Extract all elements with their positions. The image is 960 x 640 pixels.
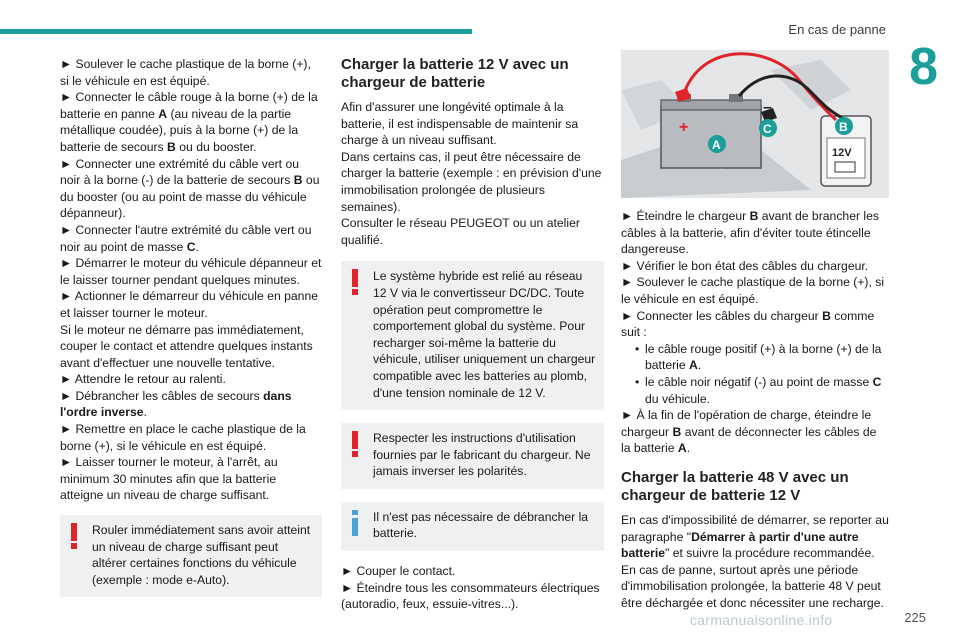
label-a: A	[712, 138, 721, 152]
warning-box-hybrid: Le système hybride est relié au réseau 12 V via le convertisseur DC/DC. Toute opération peut compromettre le comportement global du système. Pour recharger soi-même la batterie du véhicule, utiliser uniquement un chargeur compatible avec les batteries au plomb, d'une tension nominale de 12 V.	[341, 261, 604, 410]
step-wait-idle: ► Attendre le retour au ralenti.	[60, 372, 226, 387]
step-ignition-off: ► Couper le contact.	[341, 564, 456, 579]
column-left	[60, 56, 322, 597]
page-number: 225	[904, 610, 926, 625]
cases-paragraph: Dans certains cas, il peut être nécessaire de charger la batterie (exemple : en prévision d'une immobilisation prolongée de plusieurs semaines).	[341, 149, 602, 214]
column-right	[621, 56, 889, 611]
step-replace-cover: ► Remettre en place le cache plastique de la borne (+), si le véhicule en est équipé.	[60, 422, 306, 453]
step-end-charge: ► À la fin de l'opération de charge, éteindre le chargeur B avant de déconnecter les câbles de la batterie A.	[621, 408, 877, 456]
warning-icon	[350, 269, 360, 295]
consult-paragraph: Consulter le réseau PEUGEOT ou un atelier qualifié.	[341, 216, 580, 247]
voltage-label: 12V	[832, 147, 852, 159]
step-consumers-off: ► Éteindre tous les consommateurs électriques (autoradio, feux, essuie-vitres...).	[341, 580, 600, 612]
warning-icon	[69, 523, 79, 549]
discharge-paragraph: En cas de panne, surtout après une période d'immobilisation prolongée, la batterie 48 V peut être déchargée et donc nécessiter une recharge.	[621, 562, 884, 610]
step-lift-cover-2: ► Soulever le cache plastique de la borne (+), si le véhicule en est équipé.	[621, 275, 885, 306]
section-heading-12v: Charger la batterie 12 V avec un chargeur de batterie	[341, 56, 569, 91]
info-box: Il n'est pas nécessaire de débrancher la batterie.	[341, 502, 604, 551]
chapter-number: 8	[909, 38, 938, 96]
step-check-cables: ► Vérifier le bon état des câbles du chargeur.	[621, 258, 869, 273]
step-run-engine: ► Laisser tourner le moteur, à l'arrêt, au minimum 30 minutes afin que la batterie atteigne un niveau de charge suffisant.	[60, 455, 278, 503]
section-title: En cas de panne	[788, 22, 886, 37]
step-connect-green-cable: ► Connecter une extrémité du câble vert ou noir à la borne (-) de la batterie de secours B ou du booster (ou au point de masse du véhicule dépanneur).	[60, 156, 320, 221]
sub-step-black-cable: • le câble noir négatif (-) au point de masse C du véhicule.	[635, 374, 882, 406]
step-charger-off: ► Éteindre le chargeur B avant de brancher les câbles à la batterie, afin d'éviter toute étincelle dangereuse.	[621, 209, 880, 257]
step-disconnect: ► Débrancher les câbles de secours dans l'ordre inverse.	[60, 388, 292, 420]
intro-paragraph: Afin d'assurer une longévité optimale à la batterie, il est indispensable de maintenir sa charge à un niveau suffisant.	[341, 100, 579, 148]
info-icon	[350, 510, 360, 536]
reference-paragraph: En cas d'impossibilité de démarrer, se reporter au paragraphe "Démarrer à partir d'une autre batterie" et suivre la procédure recommandée.	[621, 512, 889, 561]
retry-note: Si le moteur ne démarre pas immédiatement, couper le contact et attendre quelques instants avant d'effectuer une nouvelle tentative.	[60, 322, 313, 370]
label-b: B	[839, 120, 848, 134]
step-connect-red-cable: ► Connecter le câble rouge à la borne (+) de la batterie en panne A (au niveau de la partie métallique coudée), puis à la borne (+) de la batterie de secours B ou du booster.	[60, 90, 318, 154]
watermark: carmanualsonline.info	[690, 612, 833, 628]
warning-box: Rouler immédiatement sans avoir atteint un niveau de charge suffisant peut altérer certaines fonctions du véhicule (exemple : mode e-Auto).	[60, 515, 322, 597]
plus-sign: +	[679, 119, 689, 136]
step-connect-ground: ► Connecter l'autre extrémité du câble vert ou noir au point de masse C.	[60, 222, 312, 254]
warning-box-instructions: Respecter les instructions d'utilisation fournies par le fabricant du chargeur. Ne jamais inverser les polarités.	[341, 423, 604, 489]
step-connect-charger: ► Connecter les câbles du chargeur B comme suit :	[621, 308, 875, 340]
step-crank-engine: ► Actionner le démarreur du véhicule en panne et laisser tourner le moteur.	[60, 289, 319, 320]
sub-step-red-cable: • le câble rouge positif (+) à la borne (+) de la batterie A.	[635, 341, 882, 373]
label-c: C	[763, 122, 772, 136]
header-accent-bar	[0, 29, 472, 34]
step-lift-cover: ► Soulever le cache plastique de la borne (+), si le véhicule en est équipé.	[60, 57, 311, 88]
engine-bay-diagram	[621, 50, 889, 198]
minus-sign: –	[763, 99, 772, 116]
step-start-helper-engine: ► Démarrer le moteur du véhicule dépanneur et le laisser tourner pendant quelques minutes.	[60, 256, 322, 287]
warning-icon	[350, 431, 360, 457]
column-middle	[341, 56, 604, 613]
battery-a	[661, 94, 761, 168]
battery-charger-illustration	[621, 50, 889, 198]
section-heading-48v: Charger la batterie 48 V avec un chargeur de batterie 12 V	[621, 468, 849, 504]
